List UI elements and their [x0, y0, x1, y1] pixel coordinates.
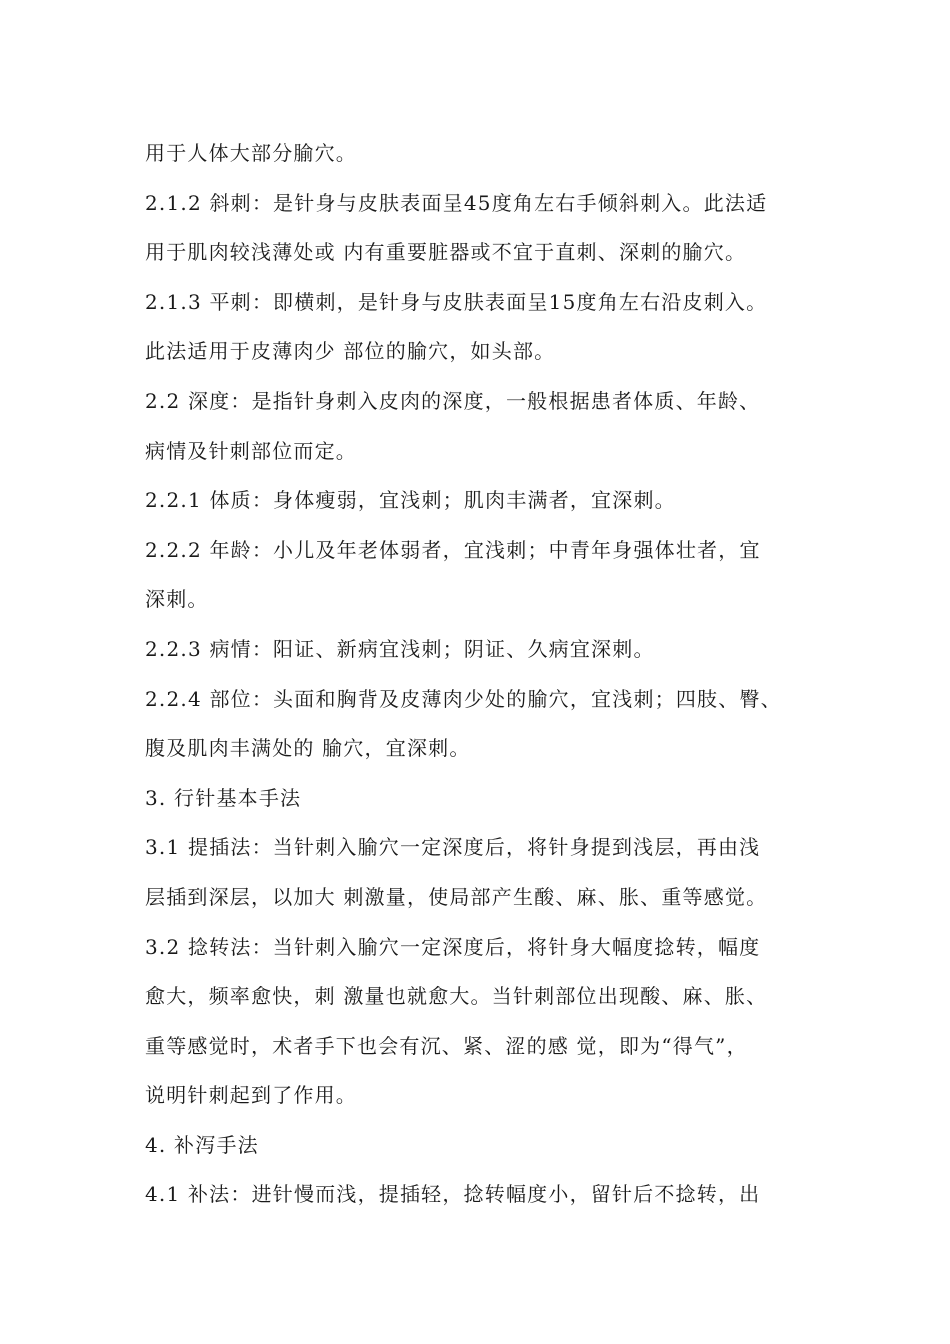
- text-line: 4.1 补法：进针慢而浅，提插轻，捻转幅度小，留针后不捻转，出: [145, 1182, 761, 1207]
- text-line: 层插到深层，以加大 刺激量，使局部产生酸、麻、胀、重等感觉。: [145, 884, 768, 909]
- text-line: 2.2.1 体质：身体瘦弱，宜浅刺；肌肉丰满者，宜深刺。: [145, 488, 676, 513]
- text-line: 腹及肌肉丰满处的 腧穴，宜深刺。: [145, 736, 471, 761]
- text-line: 说明针刺起到了作用。: [145, 1083, 357, 1108]
- text-line: 2.2 深度：是指针身刺入皮肉的深度，一般根据患者体质、年龄、: [145, 388, 761, 413]
- text-line: 2.2.4 部位：头面和胸背及皮薄肉少处的腧穴，宜浅刺；四肢、臀、: [145, 686, 782, 711]
- text-line: 病情及针刺部位而定。: [145, 438, 357, 463]
- text-line: 愈大，频率愈快，刺 激量也就愈大。当针刺部位出现酸、麻、胀、: [145, 984, 768, 1009]
- text-line: 2.2.2 年龄：小儿及年老体弱者，宜浅刺；中青年身强体壮者，宜: [145, 537, 761, 562]
- text-line: 用于人体大部分腧穴。: [145, 141, 357, 165]
- section-heading: 3. 行针基本手法: [145, 785, 302, 810]
- text-line: 用于肌肉较浅薄处或 内有重要脏器或不宜于直刺、深刺的腧穴。: [145, 240, 747, 265]
- text-line: 重等感觉时，术者手下也会有沉、紧、涩的感 觉，即为“得气”，: [145, 1033, 748, 1058]
- text-line: 2.1.3 平刺：即横刺，是针身与皮肤表面呈15度角左右沿皮刺入。: [145, 289, 768, 314]
- text-line: 3.1 提插法：当针刺入腧穴一定深度后，将针身提到浅层，再由浅: [145, 835, 761, 860]
- text-line: 此法适用于皮薄肉少 部位的腧穴，如头部。: [145, 339, 556, 364]
- text-line: 2.1.2 斜刺：是针身与皮肤表面呈45度角左右手倾斜刺入。此法适: [145, 190, 768, 215]
- text-line: 3.2 捻转法：当针刺入腧穴一定深度后，将针身大幅度捻转，幅度: [145, 934, 761, 959]
- text-line: 2.2.3 病情：阳证、新病宜浅刺；阴证、久病宜深刺。: [145, 636, 655, 661]
- section-heading: 4. 补泻手法: [145, 1132, 259, 1157]
- text-line: 深刺。: [145, 587, 209, 612]
- document-body: [145, 133, 845, 1224]
